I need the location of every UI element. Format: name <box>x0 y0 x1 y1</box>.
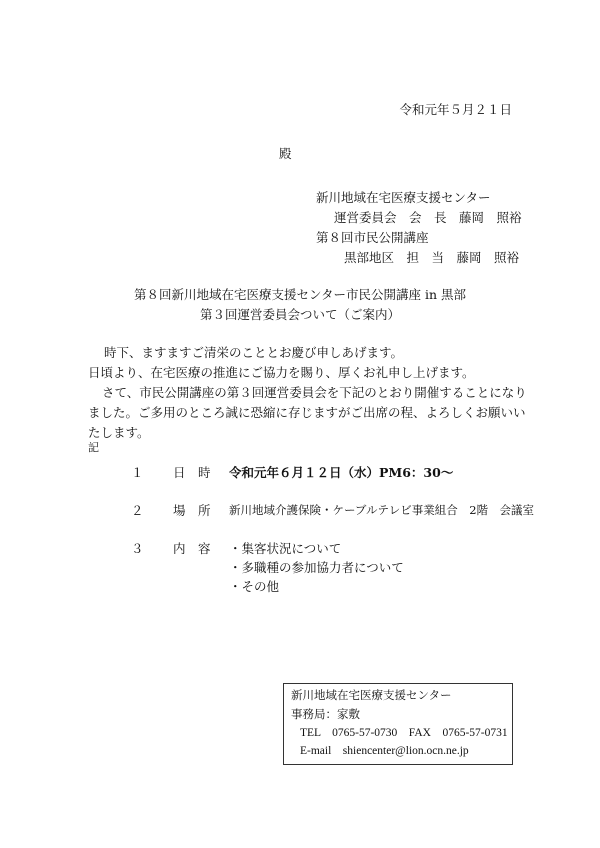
greeting-paragraph: 時下、ますますご清栄のこととお慶び申しあげます。 <box>104 345 404 360</box>
notice-line-3: たします。 <box>88 425 150 440</box>
contact-tel-fax: TEL 0765-57-0730 FAX 0765-57-0731 <box>300 727 508 739</box>
agenda-number: ３ <box>131 541 144 556</box>
ki-marker: 記 <box>88 441 99 454</box>
agenda-value: 令和元年６月１２日（水）PM6：30～ <box>229 465 454 480</box>
agenda-number: ２ <box>131 503 144 518</box>
contact-office: 事務局：家敷 <box>291 707 360 721</box>
contact-org: 新川地域在宅医療支援センター <box>291 688 452 702</box>
agenda-number: １ <box>131 465 144 480</box>
title-line-1: 第８回新川地域在宅医療支援センター市民公開講座 in 黒部 <box>134 287 466 302</box>
agenda-value: 新川地域介護保険・ケーブルテレビ事業組合 2階 会議室 <box>229 503 535 517</box>
contact-box <box>283 683 513 765</box>
thanks-paragraph: 日頃より、在宅医療の推進にご協力を賜り、厚くお礼申し上げます。 <box>88 365 475 380</box>
sender-lecture: 第８回市民公開講座 <box>316 230 429 245</box>
notice-line-1: さて、市民公開講座の第３回運営委員会を下記のとおり開催することになり <box>102 385 527 400</box>
agenda-subitem: ・多職種の参加協力者について <box>229 560 404 575</box>
sender-district-role: 黒部地区 担 当 藤岡 照裕 <box>344 250 520 265</box>
title-line-2: 第３回運営委員会ついて（ご案内） <box>199 307 400 322</box>
agenda-label: 内 容 <box>173 541 211 556</box>
contact-email: E-mail shiencenter@lion.ocn.ne.jp <box>300 745 469 757</box>
notice-line-2: ました。ご多用のところ誠に恐縮に存じますがご出席の程、よろしくお願いい <box>88 405 526 420</box>
document-date: 令和元年５月２１日 <box>399 102 512 117</box>
agenda-label: 日 時 <box>173 465 211 480</box>
agenda-subitem: ・集客状況について <box>229 541 342 556</box>
sender-org: 新川地域在宅医療支援センター <box>316 190 491 205</box>
agenda-label: 場 所 <box>173 503 211 518</box>
sender-committee-role: 運営委員会 会 長 藤岡 照裕 <box>334 210 522 225</box>
addressee-honorific: 殿 <box>279 146 292 161</box>
agenda-subitem: ・その他 <box>229 579 280 594</box>
